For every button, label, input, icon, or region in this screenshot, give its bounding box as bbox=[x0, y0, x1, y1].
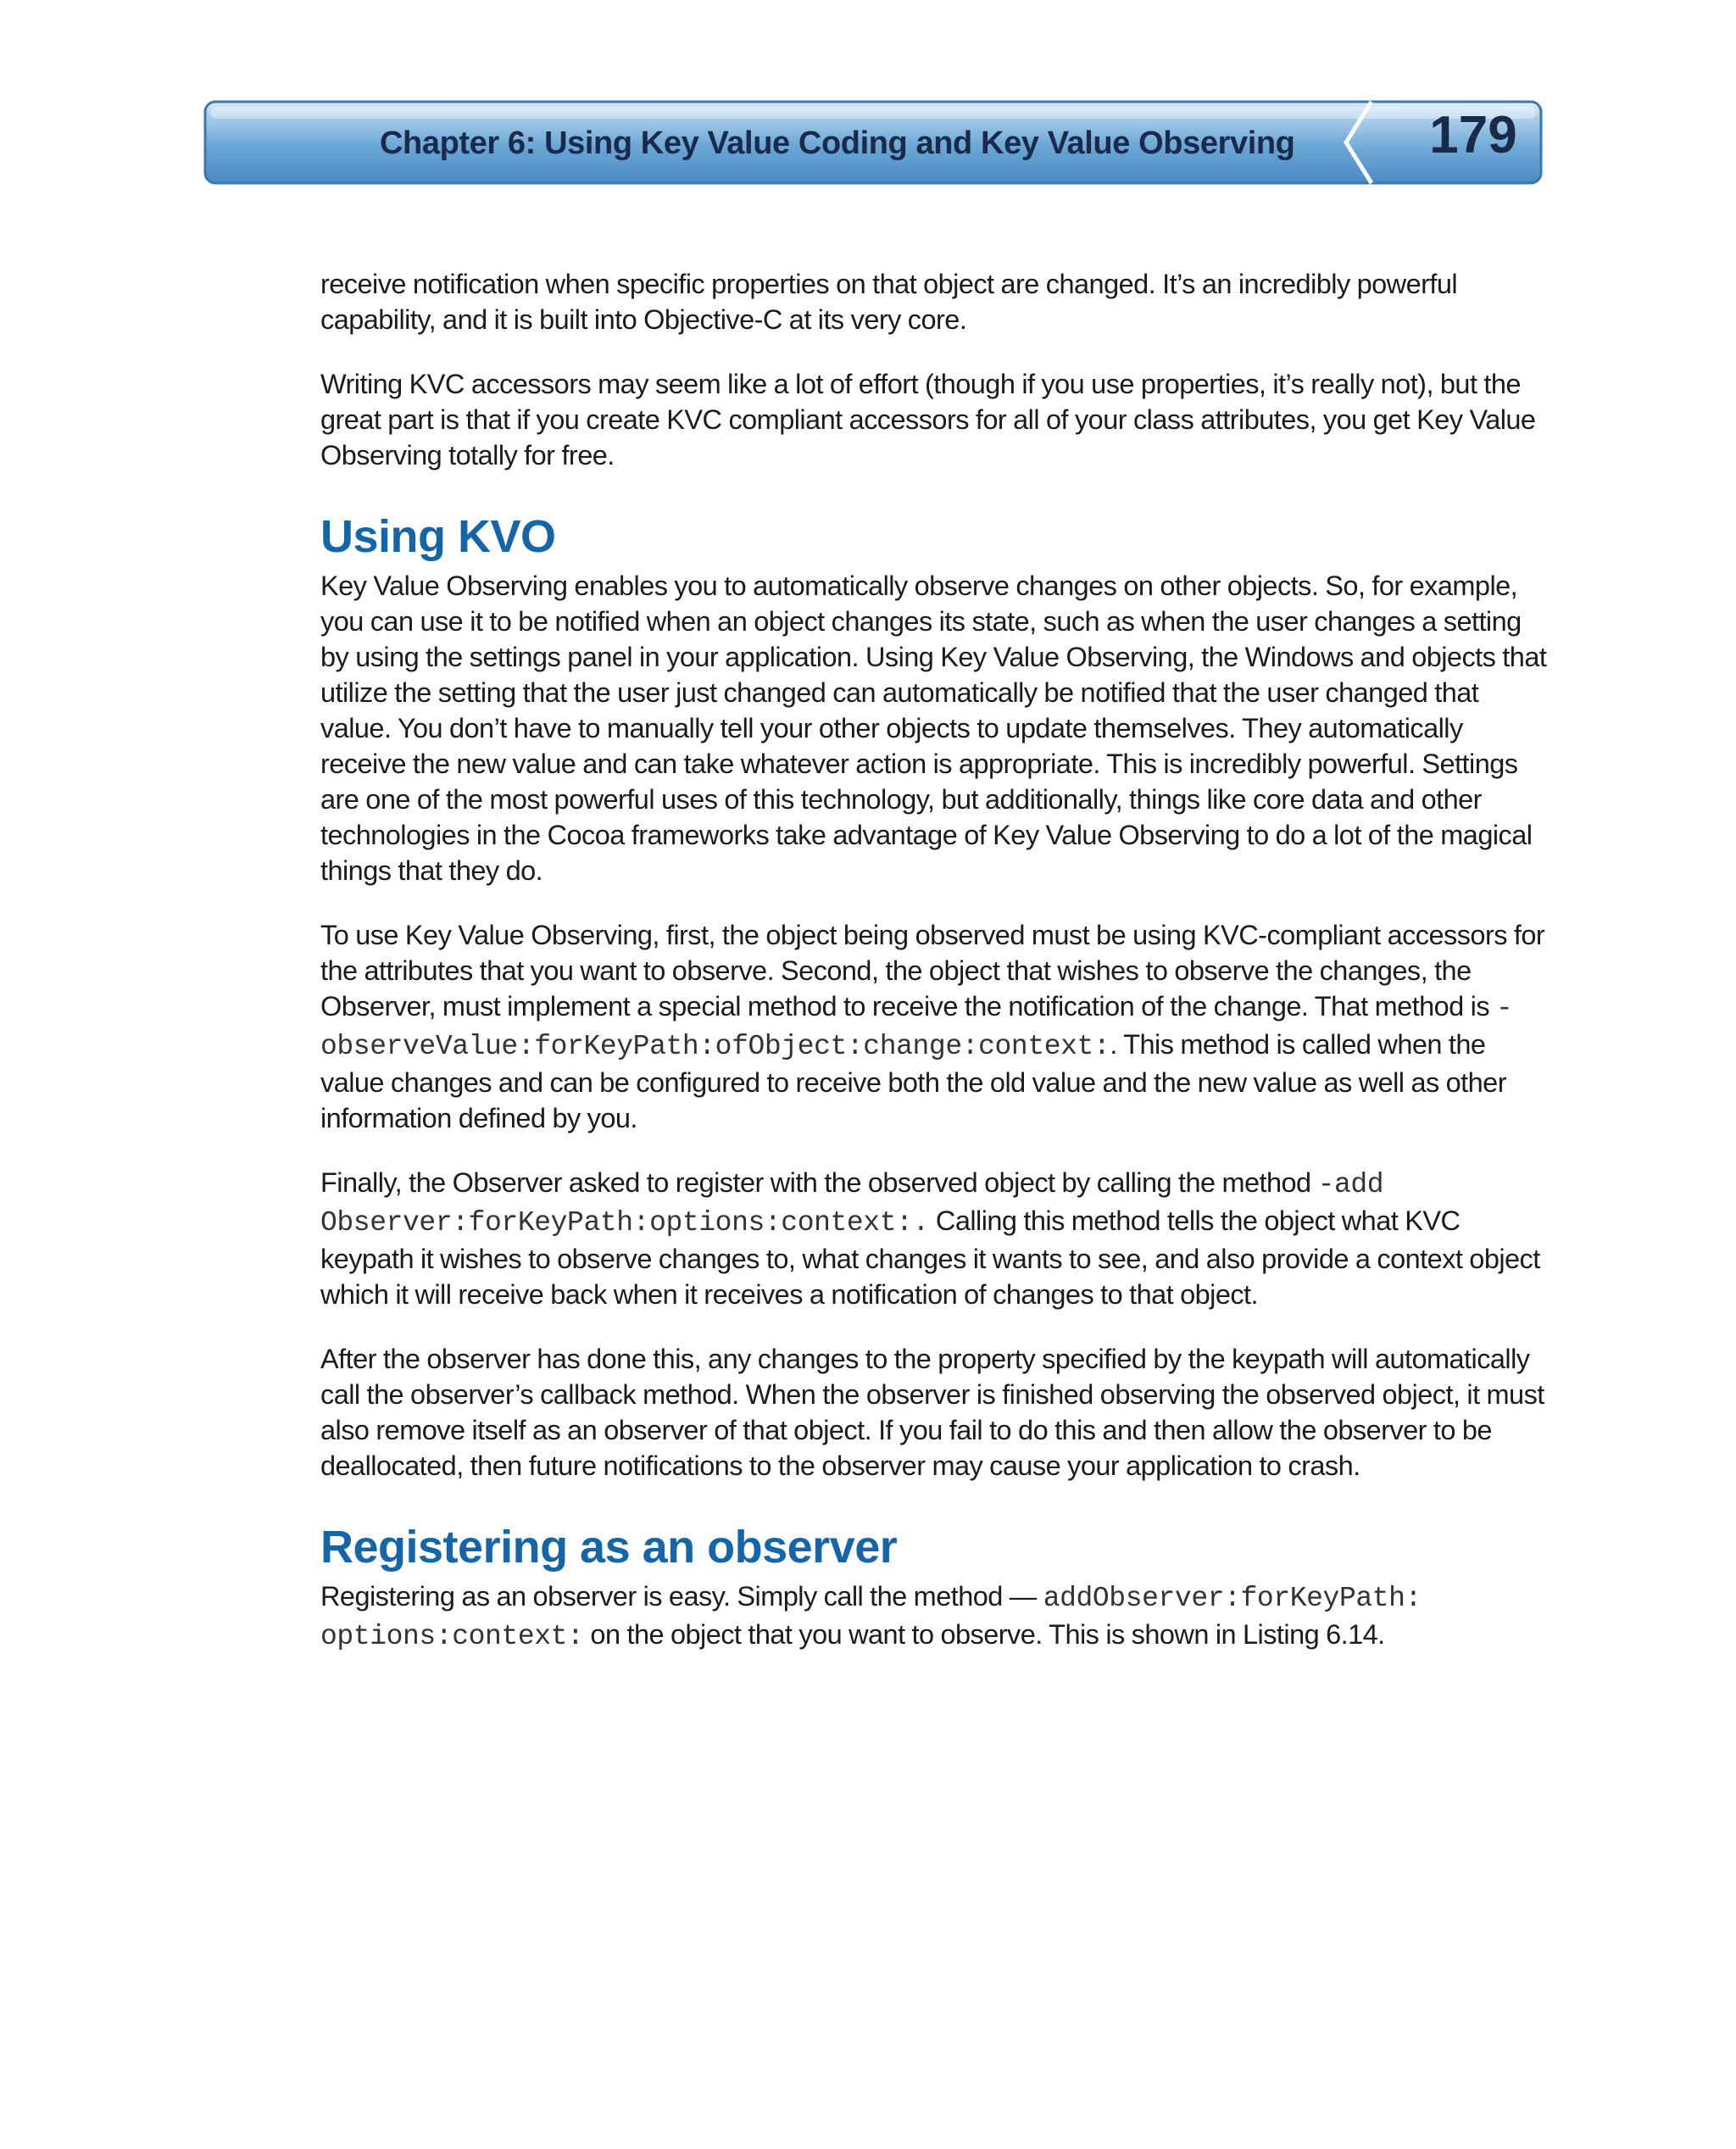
page-number: 179 bbox=[1429, 106, 1517, 164]
paragraph-kvo-requirements-text-b: . This method is called when the value changes and can be configured to receive both the old value and the new value as well as other information defined by you. bbox=[320, 1029, 1506, 1133]
chapter-title: Chapter 6: Using Key Value Coding and Key Value Observing bbox=[380, 125, 1295, 161]
paragraph-kvo-requirements-text-a: To use Key Value Observing, first, the object being observed must be using KVC-compliant accessors for the attributes that you want to observe. Second, the object that wishes to observe the changes, the Observer, must implement a special method to receive the notification of the change. That method is bbox=[320, 920, 1545, 1022]
heading-using-kvo: Using KVO bbox=[320, 511, 556, 562]
paragraph-registering bbox=[320, 1578, 1550, 1655]
code-add-observer-call: addObserver:forKeyPath: options:context: bbox=[320, 1583, 1422, 1652]
paragraph-kvo-requirements bbox=[320, 917, 1550, 1136]
paragraph-kvo-overview: Key Value Observing enables you to automatically observe changes on other objects. So, for example, you can use it to be notified when an object changes its state, such as when the user changes a setting by using the settings panel in your application. Using Key Value Observing, the Windows and objects that utilize the setting that the user just changed can automatically be notified that the user changed that value. You don’t have to manually tell your other objects to update themselves. They automatically receive the new value and can take whatever action is appropriate. This is incredibly powerful. Settings are one of the most powerful uses of this technology, but additionally, things like core data and other technologies in the Cocoa frameworks take advantage of Key Value Observing to do a lot of the magical things that they do. bbox=[320, 571, 1547, 886]
paragraph-registering-text-b: on the object that you want to observe. This is shown in Listing 6.14. bbox=[583, 1619, 1385, 1650]
paragraph-intro-continuation: receive notification when specific properties on that object are changed. It’s an incredibly powerful capability, and it is built into Objective-C at its very core. bbox=[320, 269, 1458, 335]
paragraph-kvo-removal: After the observer has done this, any changes to the property specified by the keypath will automatically call the observer’s callback method. When the observer is finished observing the observed object, it must also remove itself as an observer of that object. If you fail to do this and then allow the observer to be deallocated, then future notifications to the observer may cause your application to crash. bbox=[320, 1344, 1544, 1481]
page-body bbox=[320, 266, 1550, 1684]
paragraph-kvo-registration-text-b: Calling this method tells the object what KVC keypath it wishes to observe changes to, what changes it wants to see, and also provide a context object which it will receive back when it receives a notification of changes to that object. bbox=[320, 1205, 1540, 1310]
paragraph-registering-text-a: Registering as an observer is easy. Simply call the method — bbox=[320, 1581, 1043, 1612]
paragraph-kvc-accessors: Writing KVC accessors may seem like a lot of effort (though if you use properties, it’s really not), but the great part is that if you create KVC compliant accessors for all of your class attributes, you get Key Value Observing totally for free. bbox=[320, 369, 1536, 470]
paragraph-kvo-registration-text-a: Finally, the Observer asked to register with the observed object by calling the method bbox=[320, 1167, 1318, 1198]
code-observe-value-method: -observeValue:forKeyPath:ofObject:change:context: bbox=[320, 993, 1513, 1062]
running-head bbox=[203, 100, 1543, 187]
code-add-observer-method: -add Observer:forKeyPath:options:context:. bbox=[320, 1169, 1384, 1239]
heading-registering-observer: Registering as an observer bbox=[320, 1522, 898, 1573]
paragraph-kvo-registration bbox=[320, 1165, 1550, 1312]
